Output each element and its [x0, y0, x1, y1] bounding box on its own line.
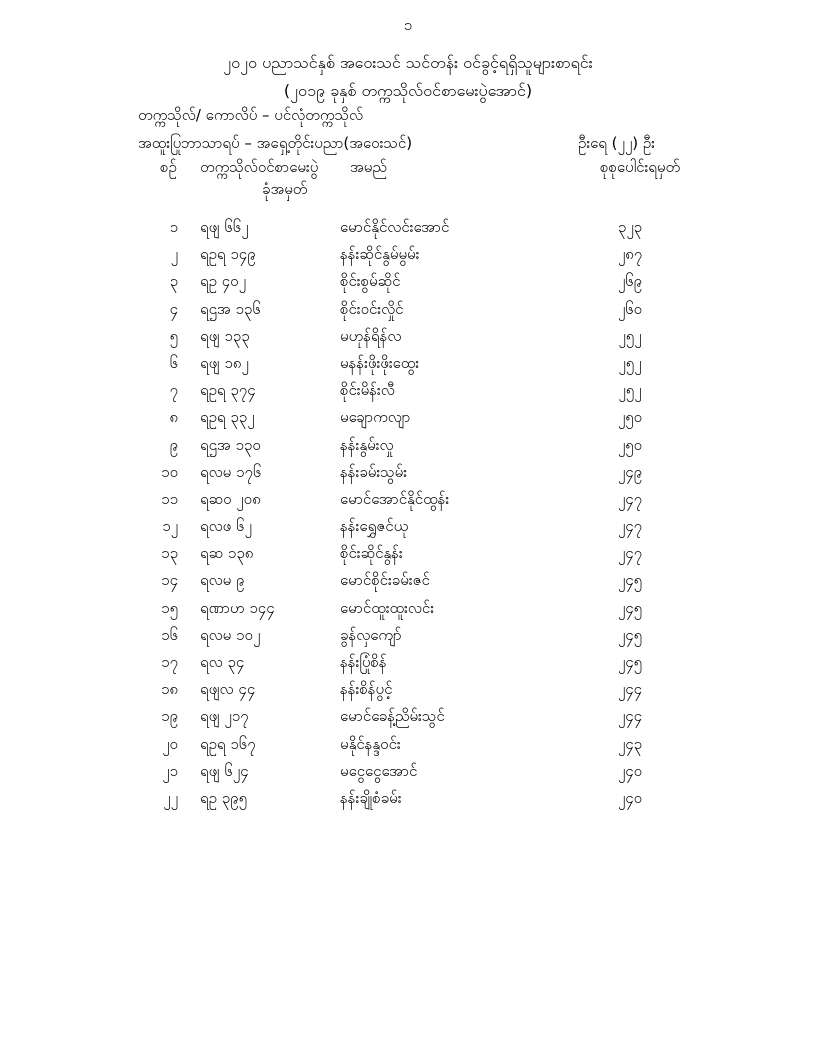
table-row [0, 300, 816, 327]
roll-number: ရဥ ၃၉၅ [200, 788, 248, 807]
row-number: ၁၈ [160, 680, 178, 699]
table-row [0, 789, 816, 816]
roll-number: ရလ ၃၄ [200, 653, 245, 671]
student-name: မောင်စိုင်းခမ်းဇင် [340, 571, 430, 590]
total-marks: ၂၅၀ [617, 408, 643, 427]
table-row [0, 735, 816, 762]
total-marks: ၂၄၅ [617, 625, 643, 644]
total-marks: ၂၄၇ [617, 517, 643, 536]
roll-number: ရဖျ ၂၁၇ [200, 707, 249, 726]
row-number: ၄ [169, 299, 178, 318]
total-marks: ၂၅၂ [618, 326, 642, 345]
total-marks: ၂၅၂ [618, 353, 642, 372]
column-header-no: စဉ် [160, 158, 177, 176]
student-name: မောင်ခေန့်ညိမ်းသွင် [340, 707, 445, 726]
student-name: မငွေငွေအောင် [340, 761, 418, 780]
total-marks: ၂၄၉ [617, 462, 643, 481]
table-row [0, 272, 816, 299]
roll-number: ရလမ ၁၀၂ [200, 625, 261, 644]
total-marks: ၂၄၃ [617, 734, 643, 753]
row-number: ၁၁ [161, 489, 178, 508]
table-row [0, 599, 816, 626]
table-row [0, 354, 816, 381]
roll-number: ရဥရ ၃၃၂ [200, 408, 255, 427]
column-header-roll: တက္ကသိုလ်ဝင်စာမေးပွဲ [200, 158, 319, 176]
roll-number: ရဖျ ၁၃၃ [200, 326, 250, 345]
total-marks: ၂၆၀ [617, 299, 643, 318]
student-name: စိုင်းစွမ်ဆိုင် [340, 272, 401, 291]
table-row [0, 626, 816, 653]
roll-number: ရဥရ ၁၄၉ [200, 245, 256, 264]
roll-number: ရဖျလ ၄၄ [200, 680, 256, 699]
table-row [0, 218, 816, 245]
total-marks: ၂၅၀ [617, 435, 643, 454]
row-number: ၁၂ [162, 517, 178, 536]
roll-number: ရဖျ ၆၂၄ [200, 761, 249, 780]
table-row [0, 490, 816, 517]
roll-number: ရဥရ ၁၆၇ [200, 734, 256, 753]
table-row [0, 653, 816, 680]
student-name: မောင်အောင်နိုင်ထွန်း [340, 489, 450, 508]
total-marks: ၂၄၇ [617, 544, 643, 563]
row-number: ၅ [169, 326, 178, 345]
total-marks: ၂၈၇ [617, 245, 643, 264]
row-number: ၁၀ [161, 462, 178, 481]
row-number: ၁၇ [161, 653, 178, 671]
table-row [0, 463, 816, 490]
document-title: ၂၀၂၀ ပညာသင်နှစ် အဝေးသင် သင်တန်း ဝင်ခွင့်ရရှိသူများစာရင်း [223, 53, 593, 72]
table-row [0, 245, 816, 272]
student-name: နန်းပြုံစိန် [340, 653, 387, 671]
total-count: ဦးရေ (၂၂) ဦး [578, 134, 655, 152]
table-row [0, 517, 816, 544]
student-name: နန်းစိန်ပွင့် [340, 680, 393, 699]
total-marks: ၃၂၃ [617, 218, 643, 236]
student-name: မချောကလျာ [340, 408, 411, 427]
column-header-roll-line2: ခုံအမှတ် [262, 180, 308, 198]
student-name: မဟုန်ရိန်လ [340, 326, 402, 345]
student-name: နန်းဆိုင်နွမ်မွမ်း [340, 245, 420, 264]
roll-number: ရဖျ ၁၈၂ [200, 353, 249, 372]
row-number: ၁၆ [161, 625, 178, 644]
total-marks: ၂၄၅ [617, 598, 643, 617]
row-number: ၁၄ [161, 571, 178, 590]
row-number: ၇ [169, 381, 178, 400]
student-name: မောင်နိုင်လင်းအောင် [340, 218, 450, 236]
roll-number: ရလမ ၁၇၆ [200, 462, 262, 481]
column-header-name: အမည် [350, 158, 387, 176]
row-number: ၉ [169, 435, 178, 454]
student-name: စိုင်းမိန်းလီ [340, 381, 395, 400]
total-marks: ၂၄၀ [617, 761, 643, 780]
total-marks: ၂၄၄ [617, 680, 643, 699]
row-number: ၈ [169, 408, 178, 427]
total-marks: ၂၄၇ [617, 489, 643, 508]
roll-number: ရဌအ ၁၃၀ [200, 435, 261, 454]
student-name: မနန်းဖိုးဖိုးထွေး [340, 353, 420, 372]
student-name: နန်းနွမ်းလှု [340, 435, 394, 454]
total-marks: ၂၄၅ [617, 653, 643, 671]
student-name: မနိုင်နန္ဒဝင်း [340, 734, 401, 753]
student-name: နန်းခမ်းသွမ်း [340, 462, 408, 481]
student-name: ခွန်လှကျော် [340, 625, 402, 644]
total-marks: ၂၆၉ [617, 272, 643, 291]
table-row [0, 544, 816, 571]
total-marks: ၂၄၀ [617, 788, 643, 807]
row-number: ၁၉ [161, 707, 178, 726]
roll-number: ရဏာဟ ၁၄၄ [200, 598, 275, 617]
row-number: ၂၂ [163, 788, 178, 807]
student-list [0, 218, 816, 816]
table-row [0, 327, 816, 354]
roll-number: ရဖျ ၆၆၂ [200, 218, 249, 236]
row-number: ၁၅ [161, 598, 178, 617]
table-row [0, 707, 816, 734]
table-row [0, 762, 816, 789]
roll-number: ရလမ ၉ [200, 571, 245, 590]
roll-number: ရဆဝ ၂၀၈ [200, 489, 261, 508]
table-row [0, 571, 816, 598]
table-row [0, 408, 816, 435]
total-marks: ၂၄၅ [617, 571, 643, 590]
student-name: နန်းချိုစံခမ်း [340, 788, 402, 807]
student-name: စိုင်းဝင်းလှိုင် [340, 299, 404, 318]
row-number: ၆ [169, 353, 178, 372]
roll-number: ရဥရ ၃၇၄ [200, 381, 256, 400]
student-name: မောင်ထူးထူးလင်း [340, 598, 435, 617]
student-name: နန်းရွှေဇင်ယု [340, 517, 409, 536]
roll-number: ရလဖ ၆၂ [200, 517, 252, 536]
roll-number: ရဥ ၄၀၂ [200, 272, 246, 291]
row-number: ၁ [169, 218, 178, 236]
row-number: ၂ [170, 245, 178, 264]
student-name: စိုင်းဆိုင်နွန်း [340, 544, 403, 563]
document-subtitle: (၂၀၁၉ ခုနှစ် တက္ကသိုလ်ဝင်စာမေးပွဲအောင်) [283, 81, 533, 100]
table-row [0, 436, 816, 463]
roll-number: ရဆ ၁၃၈ [200, 544, 254, 563]
row-number: ၁၃ [161, 544, 178, 563]
column-header-marks: စုစုပေါင်းရမှတ် [600, 158, 681, 176]
roll-number: ရဌအ ၁၃၆ [200, 299, 261, 318]
row-number: ၂၁ [162, 761, 178, 780]
major-line: အထူးပြုဘာသာရပ် – အရှေ့တိုင်းပညာ(အဝေးသင်) [138, 134, 413, 152]
total-marks: ၂၄၄ [617, 707, 643, 726]
table-row [0, 680, 816, 707]
row-number: ၃ [169, 272, 178, 291]
total-marks: ၂၅၂ [618, 381, 642, 400]
table-row [0, 381, 816, 408]
university-line: တက္ကသိုလ်/ ကောလိပ် – ပင်လုံတက္ကသိုလ် [138, 106, 364, 124]
row-number: ၂၀ [162, 734, 178, 753]
page-number: ၁ [403, 16, 413, 34]
